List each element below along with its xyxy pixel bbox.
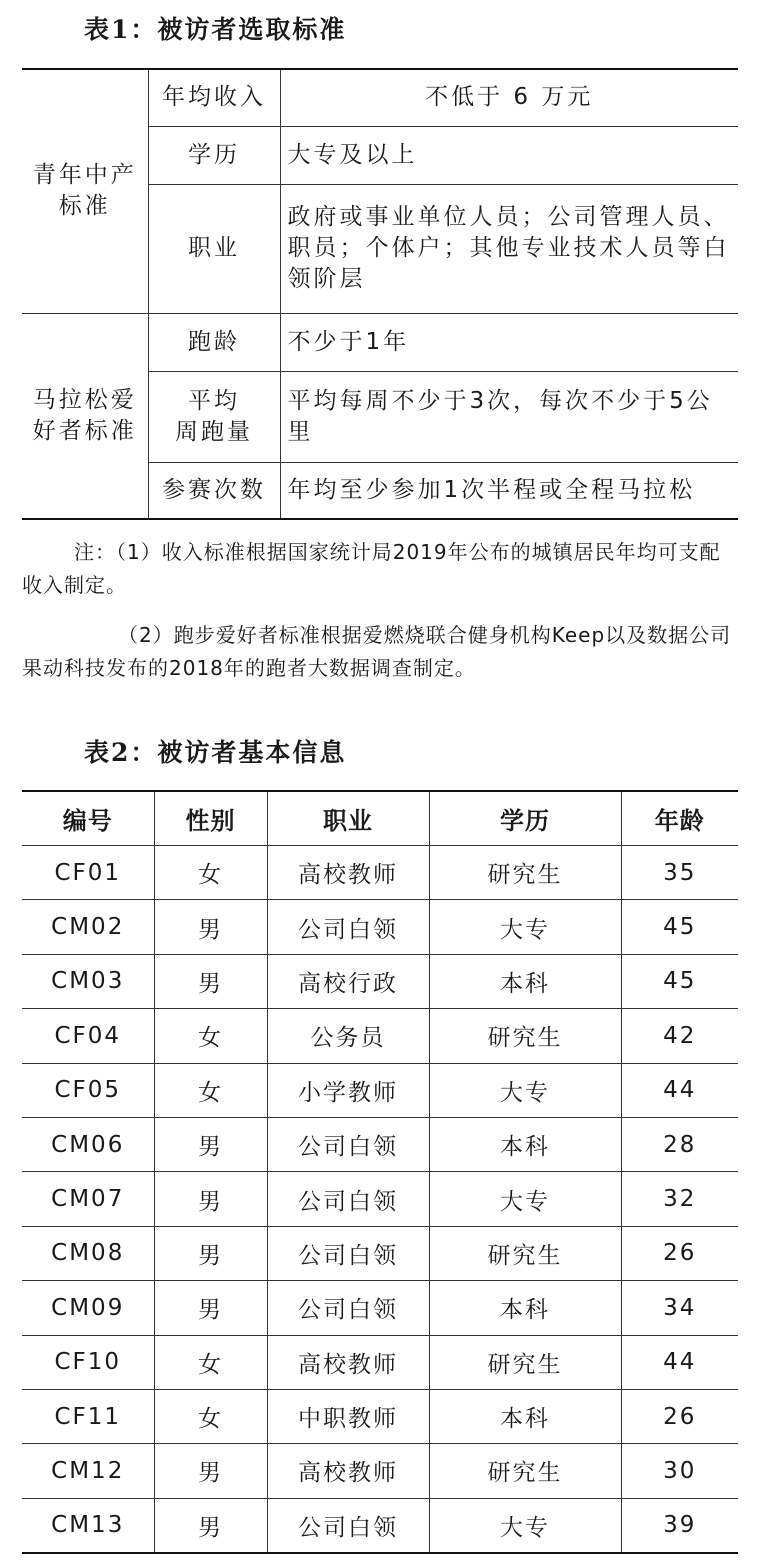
criteria-value: 平均每周不少于3次，每次不少于5公里 bbox=[280, 371, 738, 462]
table-row bbox=[22, 1444, 738, 1498]
selection-criteria-table bbox=[22, 68, 738, 520]
age-cell: 30 bbox=[621, 1444, 738, 1498]
table-row bbox=[22, 1389, 738, 1443]
age-cell: 35 bbox=[621, 846, 738, 900]
note-2: （2）跑步爱好者标准根据爱燃烧联合健身机构Keep以及数据公司果动科技发布的2018年的跑者大数据调查制定。 bbox=[22, 623, 732, 680]
table-row bbox=[22, 1117, 738, 1171]
table-row bbox=[22, 1498, 738, 1553]
education-cell: 研究生 bbox=[429, 1335, 621, 1389]
age-cell: 44 bbox=[621, 1063, 738, 1117]
table2-body bbox=[22, 846, 738, 1554]
gender-cell: 女 bbox=[154, 1009, 267, 1063]
education-cell: 本科 bbox=[429, 1389, 621, 1443]
id-cell: CM06 bbox=[22, 1117, 154, 1171]
education-cell: 大专 bbox=[429, 1063, 621, 1117]
respondent-info-table bbox=[22, 790, 738, 1554]
group-label-middle-class: 青年中产 标准 bbox=[32, 162, 137, 220]
criteria-value: 不少于1年 bbox=[280, 313, 738, 371]
id-cell: CM08 bbox=[22, 1226, 154, 1280]
gender-cell: 男 bbox=[154, 954, 267, 1008]
age-cell: 34 bbox=[621, 1281, 738, 1335]
gender-cell: 男 bbox=[154, 1226, 267, 1280]
education-cell: 本科 bbox=[429, 1117, 621, 1171]
header-row bbox=[22, 791, 738, 846]
id-cell: CM12 bbox=[22, 1444, 154, 1498]
table-row bbox=[22, 846, 738, 900]
id-cell: CM02 bbox=[22, 900, 154, 954]
education-cell: 本科 bbox=[429, 954, 621, 1008]
id-cell: CM09 bbox=[22, 1281, 154, 1335]
age-cell: 26 bbox=[621, 1389, 738, 1443]
id-cell: CM07 bbox=[22, 1172, 154, 1226]
criteria-value: 不低于 6 万元 bbox=[280, 69, 738, 126]
education-cell: 大专 bbox=[429, 1498, 621, 1553]
criteria-label: 参赛次数 bbox=[148, 462, 280, 519]
table-row bbox=[22, 1172, 738, 1226]
table2-title: 表2：被访者基本信息 bbox=[84, 738, 347, 767]
table1-title: 表1：被访者选取标准 bbox=[84, 15, 347, 44]
id-cell: CF11 bbox=[22, 1389, 154, 1443]
criteria-value: 政府或事业单位人员；公司管理人员、职员；个体户；其他专业技术人员等白领阶层 bbox=[280, 184, 738, 313]
gender-cell: 女 bbox=[154, 1335, 267, 1389]
occupation-cell: 高校教师 bbox=[267, 846, 429, 900]
id-cell: CF04 bbox=[22, 1009, 154, 1063]
occupation-cell: 高校行政 bbox=[267, 954, 429, 1008]
gender-cell: 男 bbox=[154, 1281, 267, 1335]
id-cell: CF10 bbox=[22, 1335, 154, 1389]
header-cell: 编号 bbox=[62, 807, 113, 835]
occupation-cell: 公司白领 bbox=[267, 1172, 429, 1226]
occupation-cell: 公司白领 bbox=[267, 1281, 429, 1335]
gender-cell: 男 bbox=[154, 1498, 267, 1553]
criteria-value: 大专及以上 bbox=[280, 126, 738, 184]
occupation-cell: 高校教师 bbox=[267, 1335, 429, 1389]
education-cell: 大专 bbox=[429, 1172, 621, 1226]
header-cell: 职业 bbox=[267, 791, 429, 846]
age-cell: 44 bbox=[621, 1335, 738, 1389]
table-row bbox=[22, 900, 738, 954]
id-cell: CF05 bbox=[22, 1063, 154, 1117]
criteria-value: 年均至少参加1次半程或全程马拉松 bbox=[280, 462, 738, 519]
gender-cell: 男 bbox=[154, 900, 267, 954]
table-row bbox=[22, 1335, 738, 1389]
gender-cell: 女 bbox=[154, 1389, 267, 1443]
note-1: 注：（1）收入标准根据国家统计局2019年公布的城镇居民年均可支配收入制定。 bbox=[22, 540, 721, 597]
occupation-cell: 小学教师 bbox=[267, 1063, 429, 1117]
age-cell: 42 bbox=[621, 1009, 738, 1063]
gender-cell: 男 bbox=[154, 1444, 267, 1498]
criteria-label: 平均 周跑量 bbox=[148, 371, 280, 462]
age-cell: 45 bbox=[621, 954, 738, 1008]
criteria-label: 跑龄 bbox=[148, 313, 280, 371]
occupation-cell: 公司白领 bbox=[267, 900, 429, 954]
age-cell: 45 bbox=[621, 900, 738, 954]
education-cell: 研究生 bbox=[429, 1009, 621, 1063]
header-cell: 学历 bbox=[429, 791, 621, 846]
header-cell: 年龄 bbox=[621, 791, 738, 846]
table-row bbox=[22, 1281, 738, 1335]
table-row bbox=[22, 1226, 738, 1280]
age-cell: 32 bbox=[621, 1172, 738, 1226]
education-cell: 研究生 bbox=[429, 1226, 621, 1280]
occupation-cell: 中职教师 bbox=[267, 1389, 429, 1443]
occupation-cell: 高校教师 bbox=[267, 1444, 429, 1498]
education-cell: 本科 bbox=[429, 1281, 621, 1335]
table-row bbox=[22, 1063, 738, 1117]
education-cell: 研究生 bbox=[429, 1444, 621, 1498]
gender-cell: 女 bbox=[154, 1063, 267, 1117]
table-row bbox=[22, 1009, 738, 1063]
occupation-cell: 公务员 bbox=[267, 1009, 429, 1063]
criteria-label: 职业 bbox=[148, 184, 280, 313]
gender-cell: 男 bbox=[154, 1117, 267, 1171]
occupation-cell: 公司白领 bbox=[267, 1226, 429, 1280]
gender-cell: 男 bbox=[154, 1172, 267, 1226]
id-cell: CM13 bbox=[22, 1498, 154, 1553]
group-label-marathon: 马拉松爱 好者标准 bbox=[22, 313, 148, 519]
table-row bbox=[22, 954, 738, 1008]
header-cell: 性别 bbox=[154, 791, 267, 846]
education-cell: 大专 bbox=[429, 900, 621, 954]
id-cell: CM03 bbox=[22, 954, 154, 1008]
criteria-label: 学历 bbox=[148, 126, 280, 184]
age-cell: 39 bbox=[621, 1498, 738, 1553]
age-cell: 26 bbox=[621, 1226, 738, 1280]
gender-cell: 女 bbox=[154, 846, 267, 900]
id-cell: CF01 bbox=[22, 846, 154, 900]
occupation-cell: 公司白领 bbox=[267, 1117, 429, 1171]
education-cell: 研究生 bbox=[429, 846, 621, 900]
age-cell: 28 bbox=[621, 1117, 738, 1171]
occupation-cell: 公司白领 bbox=[267, 1498, 429, 1553]
criteria-label: 年均收入 bbox=[148, 69, 280, 126]
